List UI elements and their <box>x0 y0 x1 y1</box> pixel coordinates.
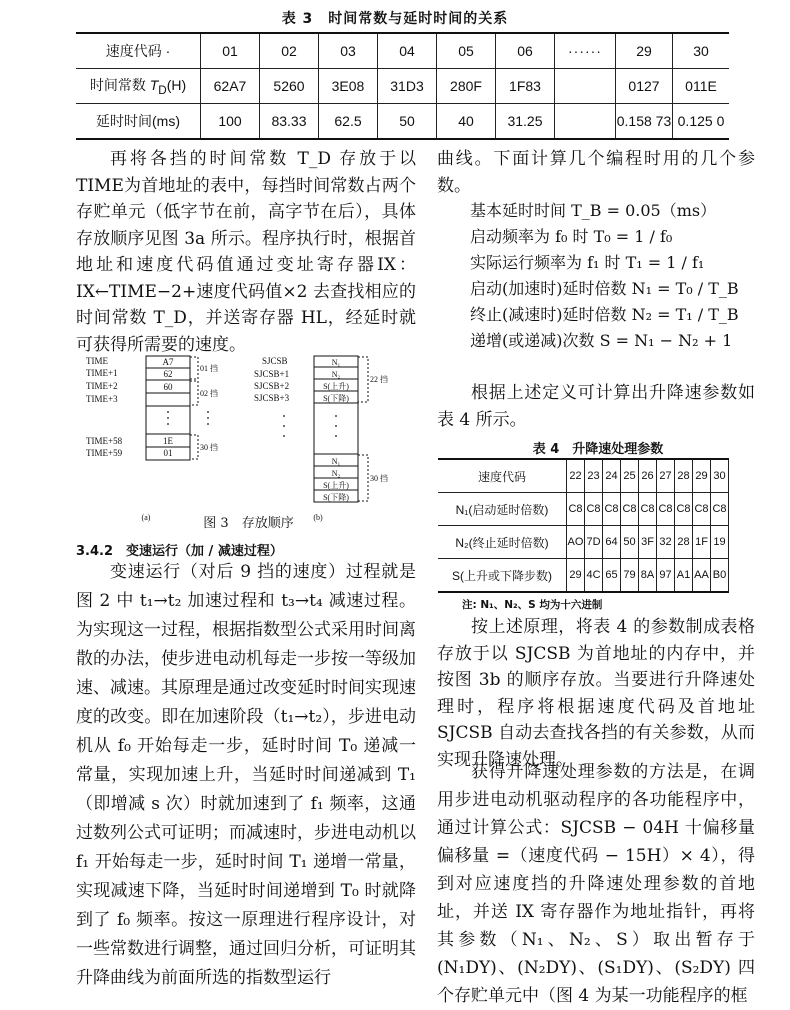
cell: 19 <box>711 526 729 559</box>
cell: C8 <box>693 493 711 526</box>
fig3b-cell: S(上升) <box>323 481 349 490</box>
cell: 011E <box>673 69 730 104</box>
fig3b-cell: N₂ <box>331 370 341 379</box>
right-paragraph-after-formulas <box>437 380 755 433</box>
formula: 终止(减速时)延时倍数 N₂ = T₁ / T_B <box>470 305 739 324</box>
cell: 65 <box>603 559 621 593</box>
cell: 31.25 <box>496 104 555 140</box>
fig3b-bracket-label: 30 挡 <box>370 474 388 483</box>
cell: 50 <box>621 526 639 559</box>
cell: 30 <box>711 459 729 493</box>
table4-row-codes <box>438 459 729 493</box>
formula: 基本延时时间 T_B = 0.05（ms） <box>470 201 717 220</box>
cell: 3F <box>639 526 657 559</box>
cell: 50 <box>378 104 437 140</box>
cell: C8 <box>567 493 585 526</box>
fig3b-cell: S(下降) <box>323 394 349 403</box>
cell: 02 <box>260 33 319 69</box>
fig3b-cell: S(上升) <box>323 382 349 391</box>
cell: 280F <box>437 69 496 104</box>
cell <box>555 104 616 140</box>
fig3a-label: TIME <box>86 356 108 366</box>
fig3a-cell: 1E <box>163 436 173 446</box>
cell: 05 <box>437 33 496 69</box>
formula: 启动频率为 f₀ 时 T₀ = 1 / f₀ <box>470 227 673 246</box>
fig3a-cell: 62 <box>163 369 173 379</box>
paragraph-text: 根据上述定义可计算出升降速参数如表 4 所示。 <box>437 383 755 430</box>
cell: 25 <box>621 459 639 493</box>
table4-row-n2 <box>438 526 729 559</box>
paragraph-text: 再将各挡的时间常数 T_D 存放于以TIME为首地址的表中，每挡时间常数占两个存贮单元（低字节在前，高字节在后），具体存放顺序见图 3a 所示。程序执行时，根据首地址和速度代码值通过变址寄存器IX：IX←TIME−2+速度代码值×2 去查找相应的时间常数 T_D，并送寄存器 HL，经延时就可获得所需要的速度。 <box>76 149 416 355</box>
table4 <box>438 458 729 593</box>
cell: 29 <box>567 559 585 593</box>
right-paragraph-3 <box>437 758 772 1010</box>
cell: 06 <box>496 33 555 69</box>
fig3b-cell: N₁ <box>331 358 341 367</box>
cell: 0.158 73 <box>616 104 673 140</box>
cell: C8 <box>675 493 693 526</box>
cell: C8 <box>603 493 621 526</box>
fig3-sub-b: (b) <box>313 513 323 522</box>
row-label: 速度代码 · <box>76 33 201 69</box>
fig3a-label: TIME+1 <box>86 368 118 378</box>
cell <box>555 69 616 104</box>
fig3b-cell: N₂ <box>331 469 341 478</box>
row-label: S(上升或下降步数) <box>438 559 567 593</box>
figure3-storage-diagram <box>76 352 426 530</box>
cell: 100 <box>201 104 260 140</box>
cell: 29 <box>616 33 673 69</box>
cell: 27 <box>657 459 675 493</box>
cell: C8 <box>585 493 603 526</box>
right-paragraph-2 <box>437 614 755 773</box>
table3-row-time-constants <box>76 69 729 104</box>
cell: C8 <box>621 493 639 526</box>
table4-row-s <box>438 559 729 593</box>
cell: 1F83 <box>496 69 555 104</box>
paragraph-text: 按上述原理，将表 4 的参数制成表格存放于以 SJCSB 为首地址的内存中，并按图 3b 的顺序存放。当要进行升降速处理时，程序将根据速度代码及首地址 SJCSB 自动去查找各挡的有关参数，从而实现升降速处理。 <box>437 617 755 770</box>
row-label: 延时时间(ms) <box>76 104 201 140</box>
cell: 64 <box>603 526 621 559</box>
fig3a-cell: A7 <box>162 357 174 367</box>
right-intro <box>437 146 755 199</box>
cell: 83.33 <box>260 104 319 140</box>
fig3b-label: SJCSB+2 <box>254 381 290 391</box>
cell: 28 <box>675 459 693 493</box>
formula: 实际运行频率为 f₁ 时 T₁ = 1 / f₁ <box>470 253 705 272</box>
cell: 01 <box>201 33 260 69</box>
figure3-caption: 图 3 存放顺序 <box>203 516 294 531</box>
cell: 4C <box>585 559 603 593</box>
paragraph-text: 变速运行（对后 9 挡的速度）过程就是图 2 中 t₁→t₂ 加速过程和 t₃→t₄ 减速过程。为实现这一过程，根据指数型公式采用时间离散的办法，使步进电动机每走一步按一等级加速、减速。其原理是通过改变延时时间实现速度的改变。即在加速阶段（t₁→t₂），步进电动机从 f₀ 开始每走一步，延时时间 T₀ 递减一常量，实现加速上升，当延时时间递减到 T₁（即增减 s 次）时就加速到了 f₁ 频率，这通过数列公式可证明；而减速时，步进电动机以 f₁ 开始每走一步，延时时间 T₁ 递增一常量，实现减速下降，当延时时间递增到 T₀ 时就降到了 f₀ 频率。按这一原理进行程序设计，对一些常数进行调整，通过回归分析，可证明其升降曲线为前面所选的指数型运行 <box>76 562 416 988</box>
formula: 递增(或递减)次数 S = N₁ − N₂ + 1 <box>470 331 733 350</box>
fig3a-bracket-label: 01 挡 <box>200 364 218 373</box>
fig3a-bracket-label: 30 挡 <box>200 443 218 452</box>
cell: 30 <box>673 33 730 69</box>
cell: 0.125 0 <box>673 104 730 140</box>
cell: C8 <box>711 493 729 526</box>
cell: 62.5 <box>319 104 378 140</box>
cell: 62A7 <box>201 69 260 104</box>
table4-row-n1 <box>438 493 729 526</box>
cell: 3E08 <box>319 69 378 104</box>
paragraph-text: 获得升降速处理参数的方法是，在调用步进电动机驱动程序的各功能程序中，通过计算公式：SJCSB − 04H 十偏移量 偏移量 =（速度代码 − 15H）× 4），得到对应速度挡的升降速处理参数的首地址，并送 IX 寄存器作为地址指针，再将其参数（N₁、N₂、S）取出暂存于(N₁DY)、(N₂DY)、(S₁DY)、(S₂DY) 四个存贮单元中（图 4 为某一功能程序的框 <box>437 762 772 1006</box>
cell: 97 <box>657 559 675 593</box>
cell: C8 <box>657 493 675 526</box>
row-label: 时间常数 $T_D(H)$ <box>76 69 201 104</box>
left-paragraph-1 <box>76 146 416 358</box>
fig3a-label: TIME+59 <box>86 448 123 458</box>
cell: B0 <box>711 559 729 593</box>
table3-row-delays <box>76 104 729 140</box>
fig3b-label: SJCSB+3 <box>254 393 290 403</box>
fig3a-cell: 01 <box>163 448 173 458</box>
fig3a-cell: 60 <box>163 382 173 392</box>
cell: AO <box>567 526 585 559</box>
cell: 79 <box>621 559 639 593</box>
fig3a-label: TIME+58 <box>86 436 123 446</box>
table4-title: 表 4 升降速处理参数 <box>532 442 664 457</box>
cell: 29 <box>693 459 711 493</box>
fig3a-label: TIME+3 <box>86 394 118 404</box>
formula: 启动(加速时)延时倍数 N₁ = T₀ / T_B <box>470 279 739 298</box>
cell: 31D3 <box>378 69 437 104</box>
formula-list <box>470 198 760 354</box>
table4-note: 注: N₁、N₂、S 均为十六进制 <box>462 599 603 611</box>
cell: 40 <box>437 104 496 140</box>
table3-title: 表 3 时间常数与延时时间的关系 <box>281 11 509 27</box>
cell: C8 <box>639 493 657 526</box>
cell: 8A <box>639 559 657 593</box>
fig3a-bracket-label: 02 挡 <box>200 389 218 398</box>
cell: AA <box>693 559 711 593</box>
table3-row-codes <box>76 33 729 69</box>
cell: 03 <box>319 33 378 69</box>
cell: 28 <box>675 526 693 559</box>
cell: 24 <box>603 459 621 493</box>
fig3a-label: TIME+2 <box>86 381 118 391</box>
cell: 7D <box>585 526 603 559</box>
row-label: 速度代码 <box>438 459 567 493</box>
cell: 5260 <box>260 69 319 104</box>
cell: 22 <box>567 459 585 493</box>
cell: A1 <box>675 559 693 593</box>
row-label: N₂(终止延时倍数) <box>438 526 567 559</box>
cell: 0127 <box>616 69 673 104</box>
left-paragraph-2 <box>76 558 416 993</box>
fig3b-label: SJCSB+1 <box>254 369 290 379</box>
fig3b-cell: N₁ <box>331 457 341 466</box>
cell: 26 <box>639 459 657 493</box>
fig3b-cell: S(下降) <box>323 493 349 502</box>
cell: 23 <box>585 459 603 493</box>
cell: 32 <box>657 526 675 559</box>
cell: 04 <box>378 33 437 69</box>
paragraph-text: 曲线。下面计算几个编程时用的几个参数。 <box>437 149 755 196</box>
fig3b-bracket-label: 22 挡 <box>370 375 388 384</box>
fig3-sub-a: (a) <box>141 513 151 522</box>
cell: 1F <box>693 526 711 559</box>
table3 <box>76 32 729 140</box>
section-heading: 3.4.2 变速运行（加 / 减速过程） <box>76 544 283 559</box>
cell: ······ <box>555 33 616 69</box>
row-label: N₁(启动延时倍数) <box>438 493 567 526</box>
fig3b-label: SJCSB <box>262 356 288 366</box>
